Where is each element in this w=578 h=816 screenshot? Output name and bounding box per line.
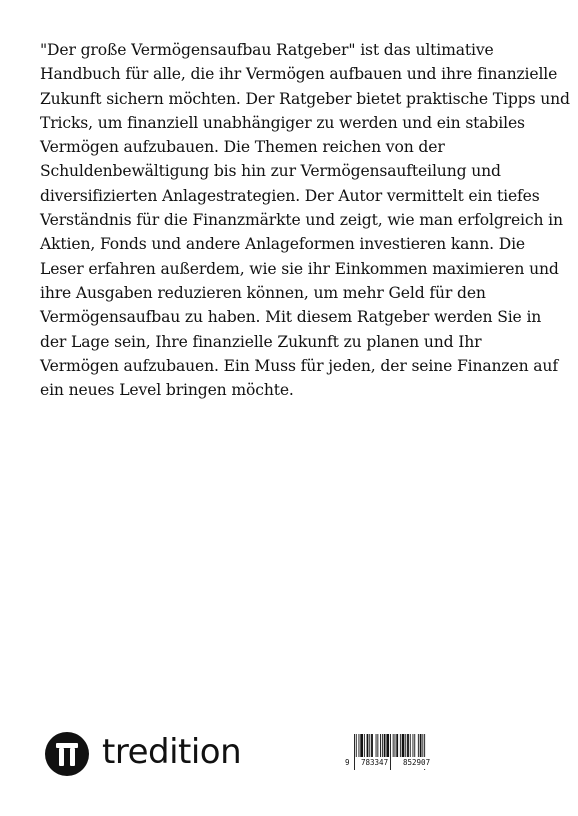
blurb-line: Schuldenbewältigung bis hin zur Vermögensaufteilung und: [40, 162, 501, 181]
blurb-line: diversifizierten Anlagestrategien. Der Autor vermittelt ein tiefes: [40, 186, 540, 205]
barcode-bar: [386, 734, 389, 757]
publisher-brand: [45, 731, 241, 777]
barcode-bar: [380, 734, 381, 757]
barcode-bar: [422, 734, 423, 757]
barcode-bar: [371, 734, 373, 757]
barcode-bar: [418, 734, 419, 757]
barcode-bar: [367, 734, 369, 757]
barcode-bar: [420, 734, 422, 757]
barcode-bar: [376, 734, 377, 757]
barcode-bar: [393, 734, 394, 757]
blurb-line: Handbuch für alle, die ihr Vermögen aufbauen und ihre finanzielle: [40, 65, 558, 84]
isbn-digit-group-right: 852907: [403, 758, 431, 767]
blurb-line: Verständnis für die Finanzmärkte und zeigt, wie man erfolgreich in: [40, 211, 563, 230]
barcode-bar: [384, 734, 386, 757]
barcode-bar: [364, 734, 365, 757]
isbn-digit-prefix: 9: [345, 758, 350, 767]
blurb-line: ihre Ausgaben reduzieren können, um mehr Geld für den: [40, 283, 486, 302]
barcode-bar: [405, 734, 406, 757]
blurb-line: Tricks, um finanziell unabhängiger zu werden und ein stabiles: [40, 113, 525, 132]
barcode-bar: [356, 734, 357, 757]
blurb-line: Vermögen aufzubauen. Die Themen reichen von der: [40, 138, 445, 157]
isbn-number: [346, 757, 450, 769]
blurb-line: Vermögensaufbau zu haben. Mit diesem Ratgeber werden Sie in: [40, 308, 542, 327]
barcode-bar: [369, 734, 370, 757]
barcode-bar: [359, 734, 360, 757]
barcode-bar: [360, 734, 363, 757]
barcode-bar: [410, 734, 411, 757]
barcode-bar: [402, 734, 405, 757]
blurb-line: Vermögen aufzubauen. Ein Muss für jeden, der seine Finanzen auf: [40, 356, 558, 375]
barcode-bar: [382, 734, 383, 757]
barcode-bar: [414, 734, 415, 757]
barcode-bar: [396, 734, 398, 757]
blurb-line: Leser erfahren außerdem, wie sie ihr Einkommen maximieren und: [40, 259, 559, 278]
isbn-digit-group-left: 783347: [361, 758, 389, 767]
barcode-bar: [413, 734, 414, 757]
barcode-bar: [395, 734, 396, 757]
publisher-name: tredition: [102, 732, 242, 772]
tredition-logo-icon: [45, 732, 89, 776]
blurb-line: der Lage sein, Ihre finanzielle Zukunft zu planen und Ihr: [40, 332, 482, 351]
barcode-bar: [377, 734, 378, 757]
blurb-line: Aktien, Fonds und andere Anlageformen investieren kann. Die: [40, 235, 525, 254]
barcode-bar: [400, 734, 401, 757]
blurb-line: ein neues Level bringen möchte.: [40, 381, 294, 400]
back-cover-blurb: [40, 38, 570, 402]
blurb-line: "Der große Vermögensaufbau Ratgeber" ist das ultimative: [40, 41, 494, 59]
blurb-line: Zukunft sichern möchten. Der Ratgeber bietet praktische Tipps und: [40, 89, 570, 108]
barcode-bar: [407, 734, 409, 757]
